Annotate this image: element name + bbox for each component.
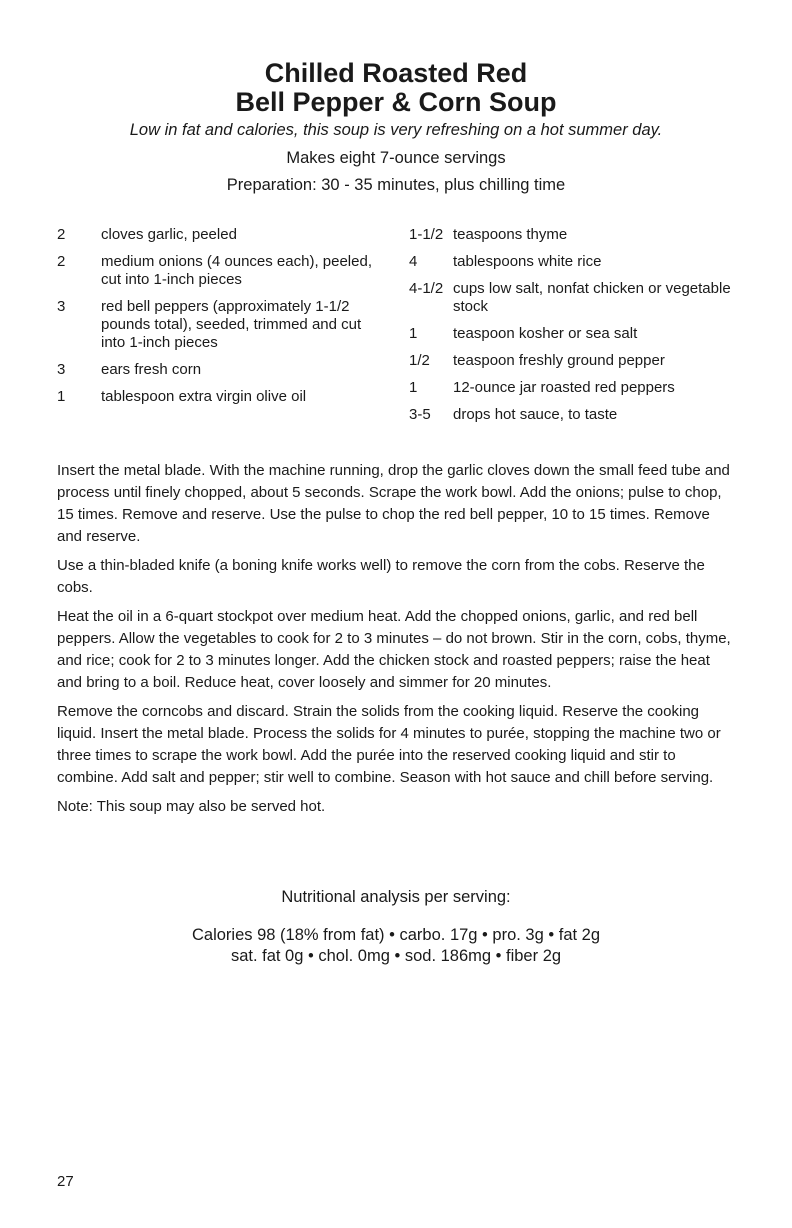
ingredient-item: [409, 379, 749, 397]
ingredient-item: [409, 253, 749, 271]
nutrition-heading: Nutritional analysis per serving:: [281, 888, 511, 906]
ingredient-item: [409, 352, 749, 370]
ingredient-item: [57, 226, 387, 244]
recipe-title-line-2: Bell Pepper & Corn Soup: [235, 87, 557, 117]
page-number: 27: [57, 1173, 74, 1190]
ingredient-quantity: 4: [409, 253, 418, 270]
ingredient-quantity: 3: [57, 361, 66, 378]
ingredient-description: medium onions (4 ounces each), peeled, cut into 1-inch pieces: [101, 253, 372, 288]
method-step: Use a thin-bladed knife (a boning knife works well) to remove the corn from the cobs. Reserve the cobs.: [57, 557, 705, 596]
servings-text: Makes eight 7-ounce servings: [286, 149, 506, 167]
ingredient-description: teaspoons thyme: [453, 226, 568, 243]
ingredient-description: teaspoon freshly ground pepper: [453, 352, 665, 369]
ingredient-description: ears fresh corn: [101, 361, 202, 378]
method-step: Insert the metal blade. With the machine running, drop the garlic cloves down the small feed tube and process until finely chopped, about 5 seconds. Scrape the work bowl. Add the onions; pulse to chop, 15 times. Remove and reserve. Use the pulse to chop the red bell pepper, 10 to 15 times. Remove and reserve.: [57, 462, 730, 545]
ingredient-quantity: 1-1/2: [409, 226, 444, 243]
ingredient-quantity: 4-1/2: [409, 280, 444, 297]
preparation-time: Preparation: 30 - 35 minutes, plus chilling time: [226, 176, 566, 194]
ingredient-item: [409, 325, 749, 343]
ingredients-column-right: [409, 226, 749, 433]
ingredient-description: teaspoon kosher or sea salt: [453, 325, 638, 342]
ingredient-quantity: 1: [409, 379, 418, 396]
ingredient-item: [409, 226, 749, 244]
ingredient-item: [409, 406, 749, 424]
ingredient-quantity: 3-5: [409, 406, 431, 423]
ingredient-quantity: 1: [57, 388, 66, 405]
ingredient-description: tablespoon extra virgin olive oil: [101, 388, 307, 405]
ingredient-description: red bell peppers (approximately 1-1/2 pounds total), seeded, trimmed and cut into 1-inch pieces: [101, 298, 362, 351]
ingredient-item: [57, 298, 387, 352]
ingredient-quantity: 1: [409, 325, 418, 342]
method-step: Remove the corncobs and discard. Strain the solids from the cooking liquid. Reserve the cooking liquid. Insert the metal blade. Process the solids for 4 minutes to purée, stopping the machine two or three times to scrape the work bowl. Add the purée into the reserved cooking liquid and stir to combine. Add salt and pepper; stir well to combine. Season with hot sauce and chill before serving.: [57, 703, 721, 786]
ingredient-description: 12-ounce jar roasted red peppers: [453, 379, 675, 396]
method-step: Heat the oil in a 6-quart stockpot over medium heat. Add the chopped onions, garlic, and red bell peppers. Allow the vegetables to cook for 2 to 3 minutes – do not brown. Stir in the corn, cobs, thyme, and rice; cook for 2 to 3 minutes longer. Add the chicken stock and roasted peppers; raise the heat and bring to a boil. Reduce heat, cover loosely and simmer for 20 minutes.: [57, 608, 731, 691]
method-note: Note: This soup may also be served hot.: [57, 798, 326, 815]
nutrition-values-line-2: sat. fat 0g • chol. 0mg • sod. 186mg • fiber 2g: [230, 947, 562, 965]
recipe-subtitle: Low in fat and calories, this soup is very refreshing on a hot summer day.: [129, 121, 663, 139]
method-instructions: [57, 460, 737, 825]
recipe-title-line-1: Chilled Roasted Red: [264, 58, 528, 88]
ingredient-description: cups low salt, nonfat chicken or vegetable stock: [453, 280, 731, 315]
ingredient-quantity: 2: [57, 226, 66, 243]
ingredient-description: cloves garlic, peeled: [101, 226, 237, 243]
ingredient-quantity: 1/2: [409, 352, 430, 369]
ingredient-quantity: 3: [57, 298, 66, 315]
ingredient-description: tablespoons white rice: [453, 253, 602, 270]
ingredient-item: [57, 388, 387, 406]
nutrition-values-line-1: Calories 98 (18% from fat) • carbo. 17g • pro. 3g • fat 2g: [191, 926, 601, 944]
ingredient-description: drops hot sauce, to taste: [453, 406, 618, 423]
ingredient-item: [57, 253, 387, 289]
ingredients-column-left: [57, 226, 387, 415]
ingredient-quantity: 2: [57, 253, 66, 270]
ingredient-item: [409, 280, 749, 316]
ingredient-item: [57, 361, 387, 379]
